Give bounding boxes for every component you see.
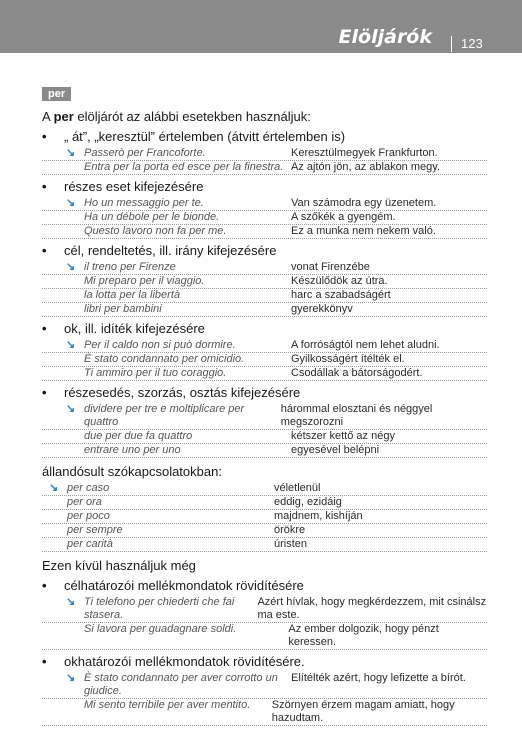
italian-example: ↘ Ti telefono per chiederti che fai stasera. bbox=[66, 596, 235, 621]
hungarian-translation: A szőkék a gyengém. bbox=[291, 211, 396, 223]
bullet-icon: • bbox=[42, 578, 47, 593]
chapter-title: Elöljárók bbox=[338, 26, 432, 48]
italian-example: Mi sento terribile per aver mentito. bbox=[84, 699, 251, 711]
example-list bbox=[42, 197, 487, 239]
bullet-heading: • részes eset kifejezésére bbox=[42, 179, 204, 194]
hungarian-translation: Az ember dolgozik, hogy pénzt keressen. bbox=[288, 623, 439, 648]
example-row bbox=[42, 353, 487, 367]
usage-groups bbox=[42, 129, 487, 458]
example-list bbox=[42, 672, 487, 726]
italian-example: per poco bbox=[67, 510, 110, 522]
bullet-icon: • bbox=[42, 243, 47, 258]
bullet-icon: • bbox=[42, 654, 47, 669]
example-row bbox=[42, 510, 487, 524]
arrow-icon: ↘ bbox=[49, 482, 59, 494]
example-row bbox=[42, 289, 487, 303]
header-divider bbox=[451, 36, 452, 52]
bullet-icon: • bbox=[42, 179, 47, 194]
italian-example: ↘ Ho un messaggio per te. bbox=[66, 197, 204, 209]
arrow-icon: ↘ bbox=[66, 339, 76, 351]
italian-example: ↘ dividere per tre e moltiplicare per quattro bbox=[66, 403, 245, 428]
bullet-icon: • bbox=[42, 385, 47, 400]
italian-example: per carità bbox=[67, 538, 113, 550]
bullet-heading: • okhatározói mellékmondatok rövidítésére. bbox=[42, 654, 305, 669]
intro-keyword: per bbox=[53, 109, 74, 124]
example-row bbox=[42, 147, 487, 161]
hungarian-translation: Gyilkosságért ítélték el. bbox=[291, 353, 405, 365]
italian-example: ↘ È stato condannato per aver corrotto un giudice. bbox=[66, 672, 278, 697]
arrow-icon: ↘ bbox=[66, 596, 76, 608]
example-row bbox=[42, 339, 487, 353]
hungarian-translation: Elítélték azért, hogy lefizette a bírót. bbox=[291, 672, 466, 684]
bullet-icon: • bbox=[42, 321, 47, 336]
example-row bbox=[42, 496, 487, 510]
italian-example: per ora bbox=[67, 496, 102, 508]
example-list bbox=[42, 147, 487, 175]
example-list bbox=[42, 339, 487, 381]
hungarian-translation: Szörnyen érzem magam amiatt, hogy hazudtam. bbox=[271, 699, 455, 724]
also-used-title: Ezen kívül használjuk még bbox=[42, 558, 196, 573]
example-list bbox=[42, 261, 487, 317]
example-row bbox=[42, 482, 487, 496]
italian-example: libri per bambini bbox=[84, 303, 162, 315]
example-row bbox=[42, 261, 487, 275]
intro-sentence: A per elöljárót az alábbi esetekben használjuk: bbox=[42, 109, 311, 124]
hungarian-translation: örökre bbox=[274, 524, 306, 536]
italian-example: per sempre bbox=[67, 524, 123, 536]
arrow-icon: ↘ bbox=[66, 147, 76, 159]
example-row bbox=[42, 430, 487, 444]
italian-example: Entra per la porta ed esce per la finestra. bbox=[84, 161, 284, 173]
example-row bbox=[42, 538, 487, 552]
hungarian-translation: vonat Firenzébe bbox=[291, 261, 370, 273]
arrow-icon: ↘ bbox=[66, 672, 76, 684]
italian-example: ↘ Per il caldo non si può dormire. bbox=[66, 339, 236, 351]
example-row bbox=[42, 524, 487, 538]
arrow-icon: ↘ bbox=[66, 197, 76, 209]
hungarian-translation: úristen bbox=[274, 538, 308, 550]
hungarian-translation: Az ajtón jön, az ablakon megy. bbox=[291, 161, 440, 173]
hungarian-translation: harc a szabadságért bbox=[291, 289, 391, 301]
example-row bbox=[42, 197, 487, 211]
hungarian-translation: kétszer kettő az négy bbox=[291, 430, 395, 442]
bullet-heading: • célhatározói mellékmondatok rövidítésére bbox=[42, 578, 304, 593]
page-content bbox=[42, 84, 487, 730]
hungarian-translation: Azért hívlak, hogy megkérdezzem, mit csinálsz ma este. bbox=[257, 596, 487, 621]
hungarian-translation: Van számodra egy üzenetem. bbox=[291, 197, 437, 209]
example-row bbox=[42, 403, 487, 430]
italian-example: ↘ per caso bbox=[49, 482, 110, 494]
italian-example: Questo lavoro non fa per me. bbox=[84, 225, 227, 237]
italian-example: Mi preparo per il viaggio. bbox=[84, 275, 205, 287]
hungarian-translation: hárommal elosztani és néggyel megszorozni bbox=[280, 403, 433, 428]
bullet-heading: • részesedés, szorzás, osztás kifejezésére bbox=[42, 385, 301, 400]
example-list bbox=[42, 403, 487, 458]
example-row bbox=[42, 161, 487, 175]
hungarian-translation: gyerekkönyv bbox=[291, 303, 353, 315]
hungarian-translation: eddig, ezidáig bbox=[274, 496, 342, 508]
example-row bbox=[42, 275, 487, 289]
arrow-icon: ↘ bbox=[66, 261, 76, 273]
italian-example: Ti ammiro per il tuo coraggio. bbox=[84, 367, 227, 379]
bullet-heading: • cél, rendeltetés, ill. irány kifejezésére bbox=[42, 243, 277, 258]
example-row bbox=[42, 444, 487, 458]
example-row bbox=[42, 672, 487, 699]
example-list bbox=[42, 596, 487, 650]
example-row bbox=[42, 303, 487, 317]
hungarian-translation: véletlenül bbox=[274, 482, 321, 494]
example-row bbox=[42, 623, 487, 650]
bullet-icon: • bbox=[42, 129, 47, 144]
hungarian-translation: Keresztülmegyek Frankfurton. bbox=[291, 147, 438, 159]
italian-example: Si lavora per guadagnare soldi. bbox=[84, 623, 237, 635]
example-row bbox=[42, 225, 487, 239]
italian-example: ↘ Passerò per Francoforte. bbox=[66, 147, 206, 159]
hungarian-translation: Ez a munka nem nekem való. bbox=[291, 225, 436, 237]
arrow-icon: ↘ bbox=[66, 403, 76, 415]
italian-example: Ha un débole per le bionde. bbox=[84, 211, 220, 223]
example-row bbox=[42, 211, 487, 225]
hungarian-translation: Készülődök az útra. bbox=[291, 275, 388, 287]
also-used-groups bbox=[42, 578, 487, 726]
example-row bbox=[42, 367, 487, 381]
example-row bbox=[42, 596, 487, 623]
page-number: 123 bbox=[461, 36, 483, 51]
hungarian-translation: majdnem, kishíján bbox=[274, 510, 363, 522]
fixed-expressions-list bbox=[42, 482, 487, 552]
hungarian-translation: A forróságtól nem lehet aludni. bbox=[291, 339, 440, 351]
hungarian-translation: Csodállak a bátorságodért. bbox=[291, 367, 423, 379]
header-bar bbox=[0, 0, 522, 53]
fixed-expressions-title: állandósult szókapcsolatokban: bbox=[42, 464, 222, 479]
bullet-heading: • ok, ill. idíték kifejezésére bbox=[42, 321, 205, 336]
bullet-heading: • „ át”, „keresztül” értelemben (átvitt értelemben is) bbox=[42, 129, 346, 144]
section-tag: per bbox=[42, 87, 71, 101]
example-row bbox=[42, 699, 487, 726]
hungarian-translation: egyesével belépni bbox=[291, 444, 380, 456]
italian-example: la lotta per la libertà bbox=[84, 289, 180, 301]
italian-example: È stato condannato per omicidio. bbox=[84, 353, 245, 365]
italian-example: due per due fa quattro bbox=[84, 430, 193, 442]
italian-example: ↘ il treno per Firenze bbox=[66, 261, 176, 273]
italian-example: entrare uno per uno bbox=[84, 444, 181, 456]
